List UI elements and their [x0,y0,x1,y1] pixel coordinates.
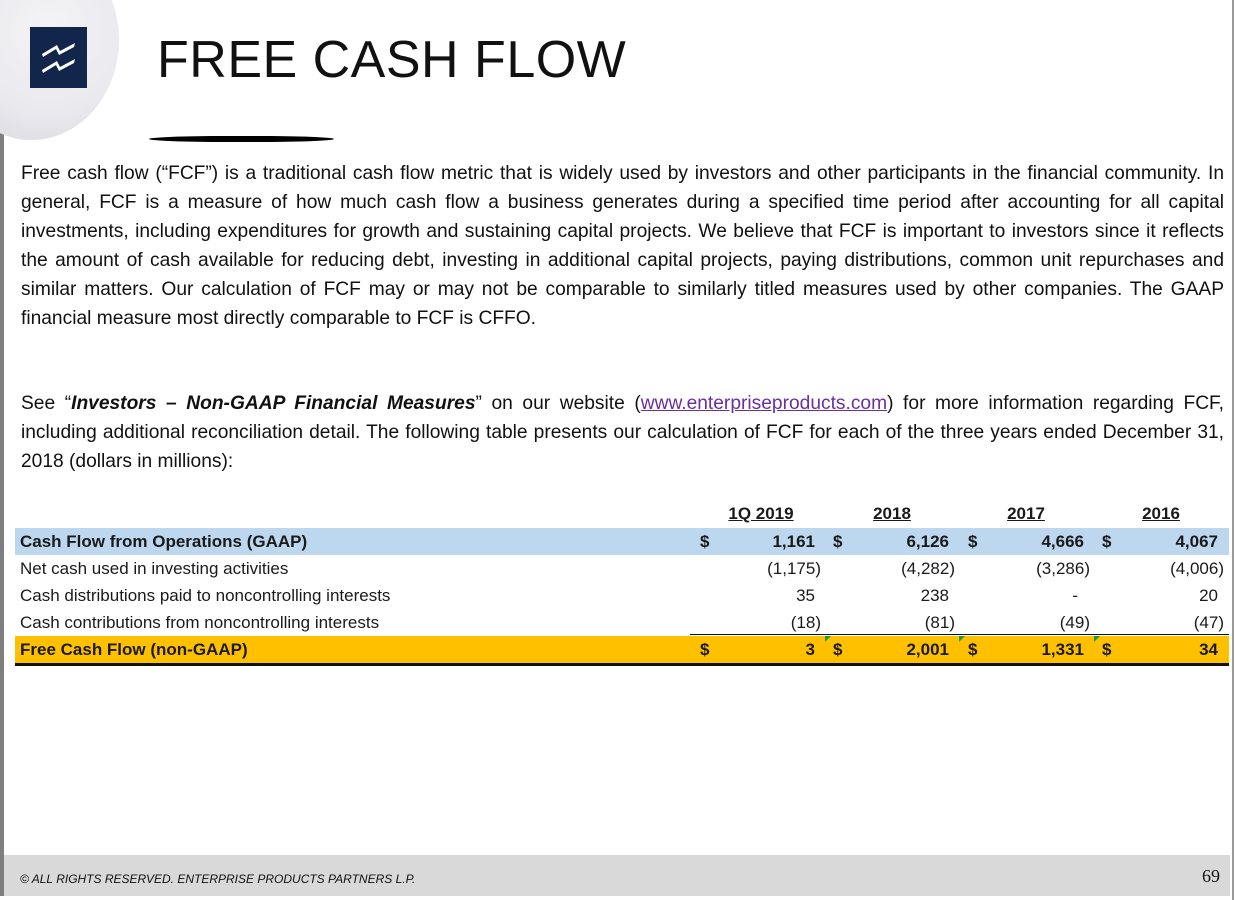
cell-value: 238 [920,586,949,605]
cell-value: (1,175) [767,559,821,578]
reference-paragraph [21,389,1224,476]
cell-value: (4,006) [1170,559,1224,578]
reference-suffix: ) for more information regarding FCF, including additional reconciliation detail. The following table presents our calculation of FCF for each of the three years ended December 31, 2018 (dollars in millions): [21,393,1224,472]
copyright-notice: © ALL RIGHTS RESERVED. ENTERPRISE PRODUCTS PARTNERS L.P. [20,872,416,886]
dollar-sign: $ [968,640,978,659]
year-header-2018: 2018 [873,504,911,523]
page-number: 69 [1202,866,1220,886]
website-link[interactable]: www.enterpriseproducts.com [640,393,888,414]
row-label: Cash distributions paid to noncontrolling interests [20,586,391,605]
reference-prefix: See “ [21,393,72,414]
row-label: Cash Flow from Operations (GAAP) [20,532,308,551]
cell-value: 1,161 [772,532,815,551]
enterprise-logo-icon [30,27,87,88]
year-header-1q2019: 1Q 2019 [728,504,794,523]
cell-value: (3,286) [1036,559,1090,578]
table-row [15,555,1229,582]
footer-bar [4,855,1230,896]
cell-value: 35 [796,586,815,605]
cell-value: (49) [1059,613,1090,632]
cell-value: (4,282) [901,559,955,578]
cell-value: 34 [1199,640,1218,659]
reference-mid: ” on our website ( [475,393,641,414]
dollar-sign: $ [833,640,843,659]
fcf-definition-paragraph: Free cash flow (“FCF”) is a traditional cash flow metric that is widely used by investors and other participants in the financial community. In general, FCF is a measure of how much cash flow a business generates during a specified time period after accounting for all capital investments, including expenditures for growth and sustaining capital projects. We believe that FCF is important to investors since it reflects the amount of cash available for reducing debt, investing in additional capital projects, paying distributions, common unit repurchases and similar matters. Our calculation of FCF may or may not be comparable to similarly titled measures used by other companies. The GAAP financial measure most directly comparable to FCF is CFFO. [21,163,1224,329]
error-indicator-icon [959,636,965,642]
year-header-2016: 2016 [1142,504,1180,523]
table-row [15,609,1229,636]
error-indicator-icon [825,636,831,642]
fcf-table [15,504,1229,666]
cell-value: 20 [1199,586,1218,605]
dollar-sign: $ [700,532,710,551]
dollar-sign: $ [833,532,843,551]
cell-value: 6,126 [906,532,949,551]
page-title: FREE CASH FLOW [157,31,627,89]
cell-value: (47) [1193,613,1224,632]
year-header-2017: 2017 [1007,504,1045,523]
dollar-sign: $ [1102,532,1112,551]
cell-value: 3 [805,640,815,659]
subtotal-rule [690,634,1229,635]
title-underline [149,136,334,142]
table-header [15,504,1229,528]
dollar-sign: $ [968,532,978,551]
row-label: Net cash used in investing activities [20,559,289,578]
cell-value: (18) [790,613,821,632]
dollar-sign: $ [1102,640,1112,659]
table-row [15,528,1229,555]
reference-emphasis: Investors – Non-GAAP Financial Measures [71,393,476,414]
cell-value: 1,331 [1041,640,1084,659]
table-row [15,582,1229,609]
row-label: Free Cash Flow (non-GAAP) [20,640,248,659]
cell-value: 2,001 [906,640,949,659]
cell-value: 4,666 [1041,532,1084,551]
cell-value: 4,067 [1175,532,1218,551]
row-label: Cash contributions from noncontrolling interests [20,613,380,632]
error-indicator-icon [1094,636,1100,642]
table-row-total [15,636,1229,666]
cell-value: - [1072,586,1078,605]
cell-value: (81) [924,613,955,632]
dollar-sign: $ [700,640,710,659]
